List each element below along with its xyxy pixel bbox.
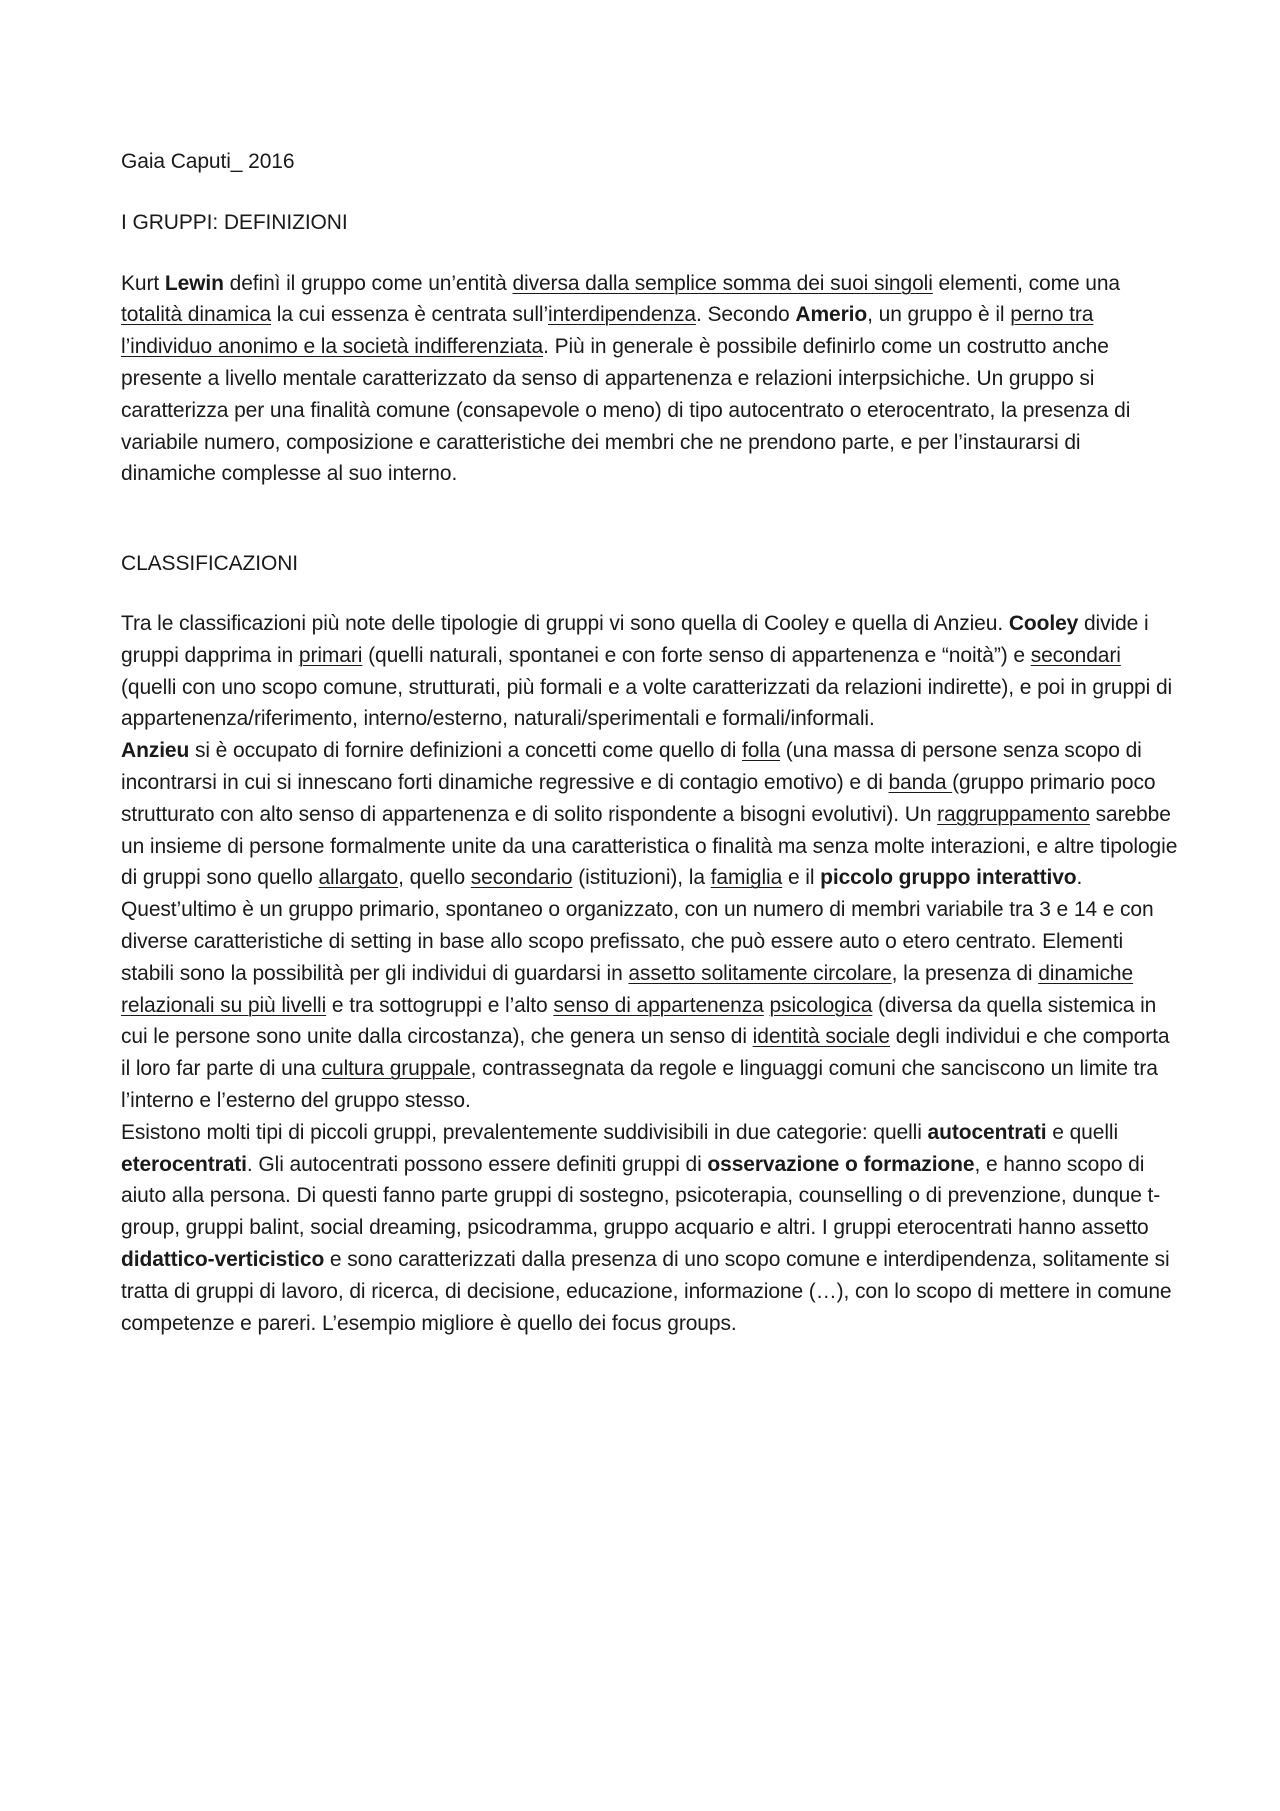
page-title: I GRUPPI: DEFINIZIONI [121, 210, 348, 234]
bold-term: Amerio [795, 303, 868, 327]
anzieu-paragraph [121, 735, 1181, 894]
bold-term: autocentrati [927, 1120, 1047, 1144]
underlined-term: secondario [470, 866, 573, 890]
text-run: e tra sottogruppi e l’alto [326, 993, 554, 1017]
underlined-term: folla [742, 739, 781, 763]
text-run: , un gruppo è il [867, 303, 1011, 327]
underlined-term: senso di appartenenza [553, 993, 764, 1017]
underlined-term: cultura gruppale [321, 1057, 471, 1081]
text-run: (una massa di persone senza scopo di incontrarsi in cui si innescano forti dinamiche regressive e di contagio emotivo) e di [121, 739, 1142, 794]
underlined-term: allargato [318, 866, 399, 890]
text-run: , la presenza di [891, 961, 1039, 985]
text-run: , quello [398, 866, 471, 890]
text-run: e sono caratterizzati dalla presenza di uno scopo comune e interdipendenza, solitamente si tratta di gruppi di lavoro, di ricerca, di decisione, educazione, informazione (…), con lo scopo di mettere in comune competenze e pareri. L’esempio migliore è quello dei focus groups. [121, 1247, 1172, 1335]
author-line: Gaia Caputi_ 2016 [121, 150, 295, 173]
underlined-term: banda [888, 770, 953, 794]
underlined-term: assetto solitamente circolare [628, 961, 892, 985]
text-run: Quest’ultimo è un gruppo primario, spontaneo o organizzato, con un numero di membri variabile tra 3 e 14 e con diverse caratteristiche di setting in base allo scopo prefissato, che può essere auto o etero centrato. Elementi stabili sono la possibilità per gli individui di guardarsi in [121, 898, 1154, 985]
underlined-term: primari [298, 643, 363, 667]
types-paragraph [121, 1117, 1181, 1340]
text-run: . Gli autocentrati possono essere definiti gruppi di [246, 1152, 708, 1176]
text-run: degli individui e che comporta il loro far parte di una [121, 1025, 1170, 1081]
underlined-term: totalità dinamica [121, 303, 272, 327]
bold-term: piccolo gruppo interattivo [820, 866, 1077, 890]
text-run: Esistono molti tipi di piccoli gruppi, prevalentemente suddivisibili in due categorie: quelli [121, 1120, 928, 1144]
underlined-term: dinamiche relazionali su più livelli [121, 961, 1134, 1017]
text-run: elementi, come una [932, 271, 1121, 295]
text-run: (quelli con uno scopo comune, strutturati, più formali e a volte caratterizzati da relazioni indirette), e poi in gruppi di appartenenza/riferimento, interno/esterno, naturali/sperimentali e formali/informali. [121, 675, 1173, 731]
text-run: Kurt [121, 271, 165, 295]
bold-term: Cooley [1008, 611, 1079, 635]
text-run: divide i gruppi dapprima in [121, 611, 1149, 667]
bold-term: Anzieu [121, 739, 190, 763]
classification-heading: CLASSIFICAZIONI [121, 552, 299, 576]
underlined-term: raggruppamento [937, 802, 1090, 826]
text-run: (istituzioni), la [572, 866, 711, 890]
text-run: (gruppo primario poco strutturato con alto senso di appartenenza e di solito rispondente a bisogni evolutivi). Un [121, 770, 1156, 826]
underlined-term: interdipendenza [548, 303, 696, 327]
underlined-term: secondari [1030, 643, 1121, 667]
text-run: . [1076, 866, 1083, 890]
underlined-term: famiglia [710, 866, 783, 890]
text-run: definì il gruppo come un’entità [223, 271, 513, 295]
bold-term: Lewin [164, 271, 224, 295]
underlined-term: diversa dalla semplice somma dei suoi singoli [512, 271, 933, 295]
text-run: , e hanno scopo di aiuto alla persona. Di questi fanno parte gruppi di sostegno, psicoterapia, counselling o di prevenzione, dunque t-group, gruppi balint, social dreaming, psicodramma, gruppo acquario e altri. I gruppi eterocentrati hanno assetto [121, 1152, 1161, 1240]
bold-term: osservazione o formazione [707, 1152, 975, 1176]
text-run: (quelli naturali, spontanei e con forte senso di appartenenza e “noità”) e [362, 643, 1031, 667]
text-run: (diversa da quella sistemica in cui le persone sono unite dalla circostanza), che genera un senso di [121, 993, 1157, 1049]
underlined-term: psicologica [769, 993, 873, 1017]
text-run: , contrassegnata da regole e linguaggi comuni che sanciscono un limite tra l’interno e l’esterno del gruppo stesso. [121, 1057, 1158, 1112]
bold-term: eterocentrati [121, 1152, 247, 1176]
underlined-term: perno tra l’individuo anonimo e la società indifferenziata [121, 303, 1094, 359]
text-run: . Più in generale è possibile definirlo come un costrutto anche presente a livello mentale caratterizzato da senso di appartenenza e relazioni interpsichiche. Un gruppo si caratterizza per una finalità comune (consapevole o meno) di tipo autocentrato o eterocentrato, la presenza di variabile numero, composizione e caratteristiche dei membri che ne prendono parte, e per l’instaurarsi di dinamiche complesse al suo interno. [121, 335, 1131, 486]
text-run: e il [782, 866, 821, 890]
text-run: la cui essenza è centrata sull’ [271, 303, 549, 327]
text-run: Tra le classificazioni più note delle tipologie di gruppi vi sono quella di Cooley e quella di Anzieu. [121, 611, 1009, 635]
classification-intro-paragraph [121, 608, 1181, 735]
document-page [121, 146, 1181, 1339]
text-run: . Secondo [695, 303, 796, 327]
text-run: e quelli [1046, 1120, 1119, 1144]
definitions-paragraph [121, 268, 1181, 491]
underlined-term: identità sociale [752, 1025, 890, 1049]
bold-term: didattico-verticistico [121, 1247, 325, 1271]
text-run: sarebbe un insieme di persone formalmente unite da una caratteristica o finalità ma senza molte interazioni, e altre tipologie di gruppi sono quello [121, 802, 1178, 890]
small-group-paragraph [121, 894, 1181, 1117]
text-run: si è occupato di fornire definizioni a concetti come quello di [189, 739, 742, 763]
